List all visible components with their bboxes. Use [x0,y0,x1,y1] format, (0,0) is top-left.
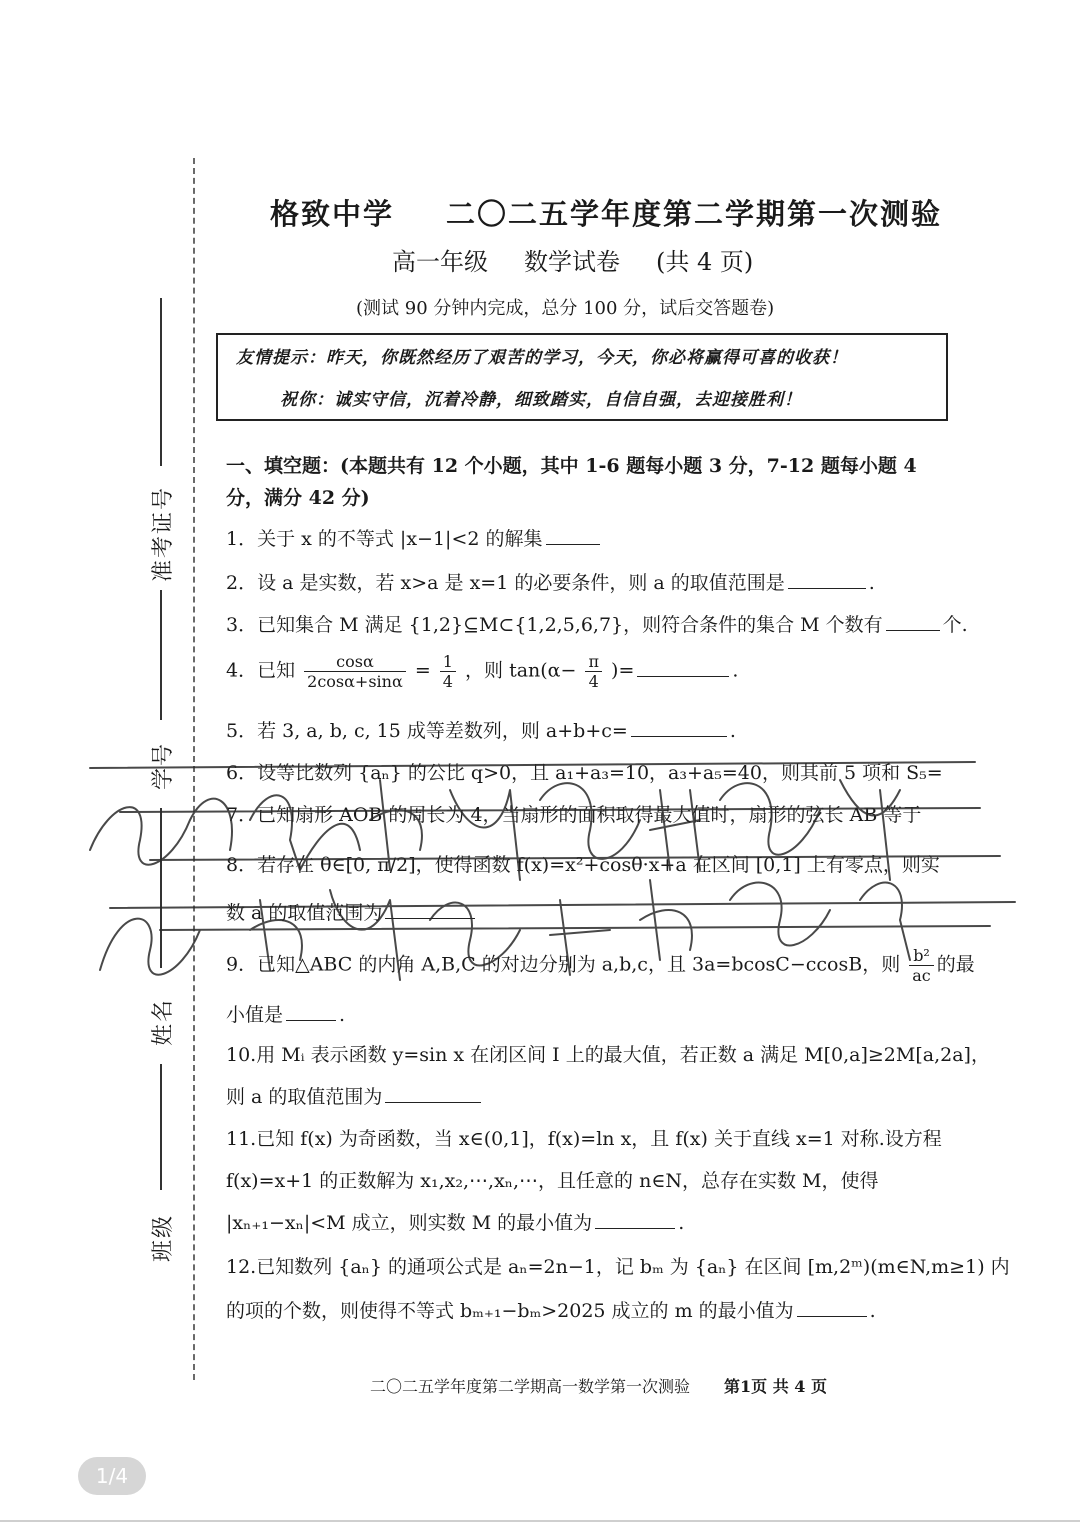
school-name: 格致中学 [270,197,395,231]
exam-note: (测试 90 分钟内完成，总分 100 分，试后交答题卷) [356,298,775,319]
footer-title: 二〇二五学年度第二学期高一数学第一次测验 [370,1377,691,1396]
question-9-denominator: ac [912,966,931,985]
question-4-pi-den: 4 [588,672,599,691]
question-2-text: 2．设 a 是实数，若 x>a 是 x=1 的必要条件，则 a 的取值范围是 [226,572,785,594]
question-1-text: 1．关于 x 的不等式 |x−1|<2 的解集 [226,528,543,550]
question-9-line-2: 小值是 . [226,1004,346,1026]
question-11-line-1: 11.已知 f(x) 为奇函数，当 x∈(0,1]，f(x)=ln x，且 f(x) 关于直线 x=1 对称.设方程 [226,1128,942,1150]
question-12-text: 的项的个数，则使得不等式 bₘ₊₁−bₘ>2025 成立的 m 的最小值为 [226,1300,794,1322]
question-4-end: )= [611,659,635,682]
question-11-line-2: f(x)=x+1 的正数解为 x₁,x₂,⋯,xₙ,⋯，且任意的 n∈N，总存在实数 M，使得 [226,1170,879,1192]
question-4-prefix: 4．已知 [226,659,296,682]
section-1-heading-line-1: 一、填空题：(本题共有 12 个小题，其中 1-6 题每小题 3 分，7-12 题每小题 4 [226,455,917,477]
tip-line-2: 祝你：诚实守信，沉着冷静，细致踏实，自信自强，去迎接胜利！ [280,390,802,410]
page-count: (共 4 页) [656,248,754,276]
section-1-heading-line-2: 分，满分 42 分) [226,487,370,509]
exam-id-label: 准考证号 [151,485,176,582]
question-8-text: 数 a 的取值范围为 [226,902,383,924]
class-label: 班级 [151,1213,176,1262]
viewer-bottom-divider [0,1520,1080,1522]
question-5: 5．若 3, a, b, c, 15 成等差数列，则 a+b+c= . [226,720,736,742]
question-4-ratio-num: 1 [440,652,456,672]
question-2: 2．设 a 是实数，若 x>a 是 x=1 的必要条件，则 a 的取值范围是 . [226,572,875,594]
question-11-line-3: |xₙ₊₁−xₙ|<M 成立，则实数 M 的最小值为 . [226,1212,685,1234]
question-4-denominator: 2cosα+sinα [307,672,403,691]
question-9-line-2-text: 小值是 [226,1004,284,1026]
question-11-text: |xₙ₊₁−xₙ|<M 成立，则实数 M 的最小值为 [226,1212,593,1234]
question-10-text: 则 a 的取值范围为 [226,1086,383,1108]
question-5-text: 5．若 3, a, b, c, 15 成等差数列，则 a+b+c= [226,720,628,742]
page-footer [370,1374,827,1397]
question-6-text: 6．设等比数列 {aₙ} 的公比 q>0，且 a₁+a₃=10，a₃+a₅=40，则其前 5 项和 S₅= [226,762,943,784]
tip-line-1: 友情提示：昨天，你既然经历了艰苦的学习，今天，你必将赢得可喜的收获！ [236,348,848,368]
question-3-end: 个. [942,614,968,636]
question-4: 4．已知 $\frac{\cos\alpha}{2\cos\alpha+\sin\alpha}$ = $\frac{1}{4}$ ，则 tan(α− $\frac{\pi}{4}$ )= . [226,652,739,691]
student-no-label: 学号 [151,741,176,790]
name-label: 姓名 [151,997,176,1046]
question-7-text: 7．已知扇形 AOB 的周长为 4，当扇形的面积取得最大值时，扇形的弦长 AB 等于 [226,804,922,826]
question-12-line-2: 的项的个数，则使得不等式 bₘ₊₁−bₘ>2025 成立的 m 的最小值为 . [226,1300,876,1322]
subject-label: 数学试卷 [524,248,620,276]
footer-page-number: 第1页 共 4 页 [724,1377,827,1396]
question-4-ratio-den: 4 [442,672,453,691]
question-8-line-1: 8．若存在 θ∈[0, π/2]，使得函数 f(x)=x²+cosθ·x+a 在区间 [0,1] 上有零点，则实 [226,854,940,876]
question-4-numerator: cosα [304,652,406,672]
question-12-line-1: 12.已知数列 {aₙ} 的通项公式是 aₙ=2n−1，记 bₘ 为 {aₙ} 在区间 [m,2ᵐ)(m∈N,m≥1) 内 [226,1256,1010,1278]
question-10-line-1: 10.用 Mᵢ 表示函数 y=sin x 在闭区间 I 上的最大值，若正数 a 满足 M[0,a]≥2M[a,2a]， [226,1044,990,1066]
exam-name: 二〇二五学年度第二学期第一次测验 [446,197,943,231]
page-indicator[interactable]: 1/4 [78,1457,146,1495]
question-9-tail: 的最 [936,953,975,976]
question-4-mid: ，则 tan(α− [465,659,577,682]
question-4-pi-num: π [585,652,602,672]
question-4-equals: = [414,659,431,682]
question-3-text: 3．已知集合 M 满足 {1,2}⊆M⊂{1,2,5,6,7}，则符合条件的集合 M 个数有 [226,614,883,636]
question-9-numerator: b² [909,946,934,966]
question-9-text: 9．已知△ABC 的内角 A,B,C 的对边分别为 a,b,c，且 3a=bcosC−ccosB，则 [226,953,901,976]
grade-label: 高一年级 [392,248,488,276]
